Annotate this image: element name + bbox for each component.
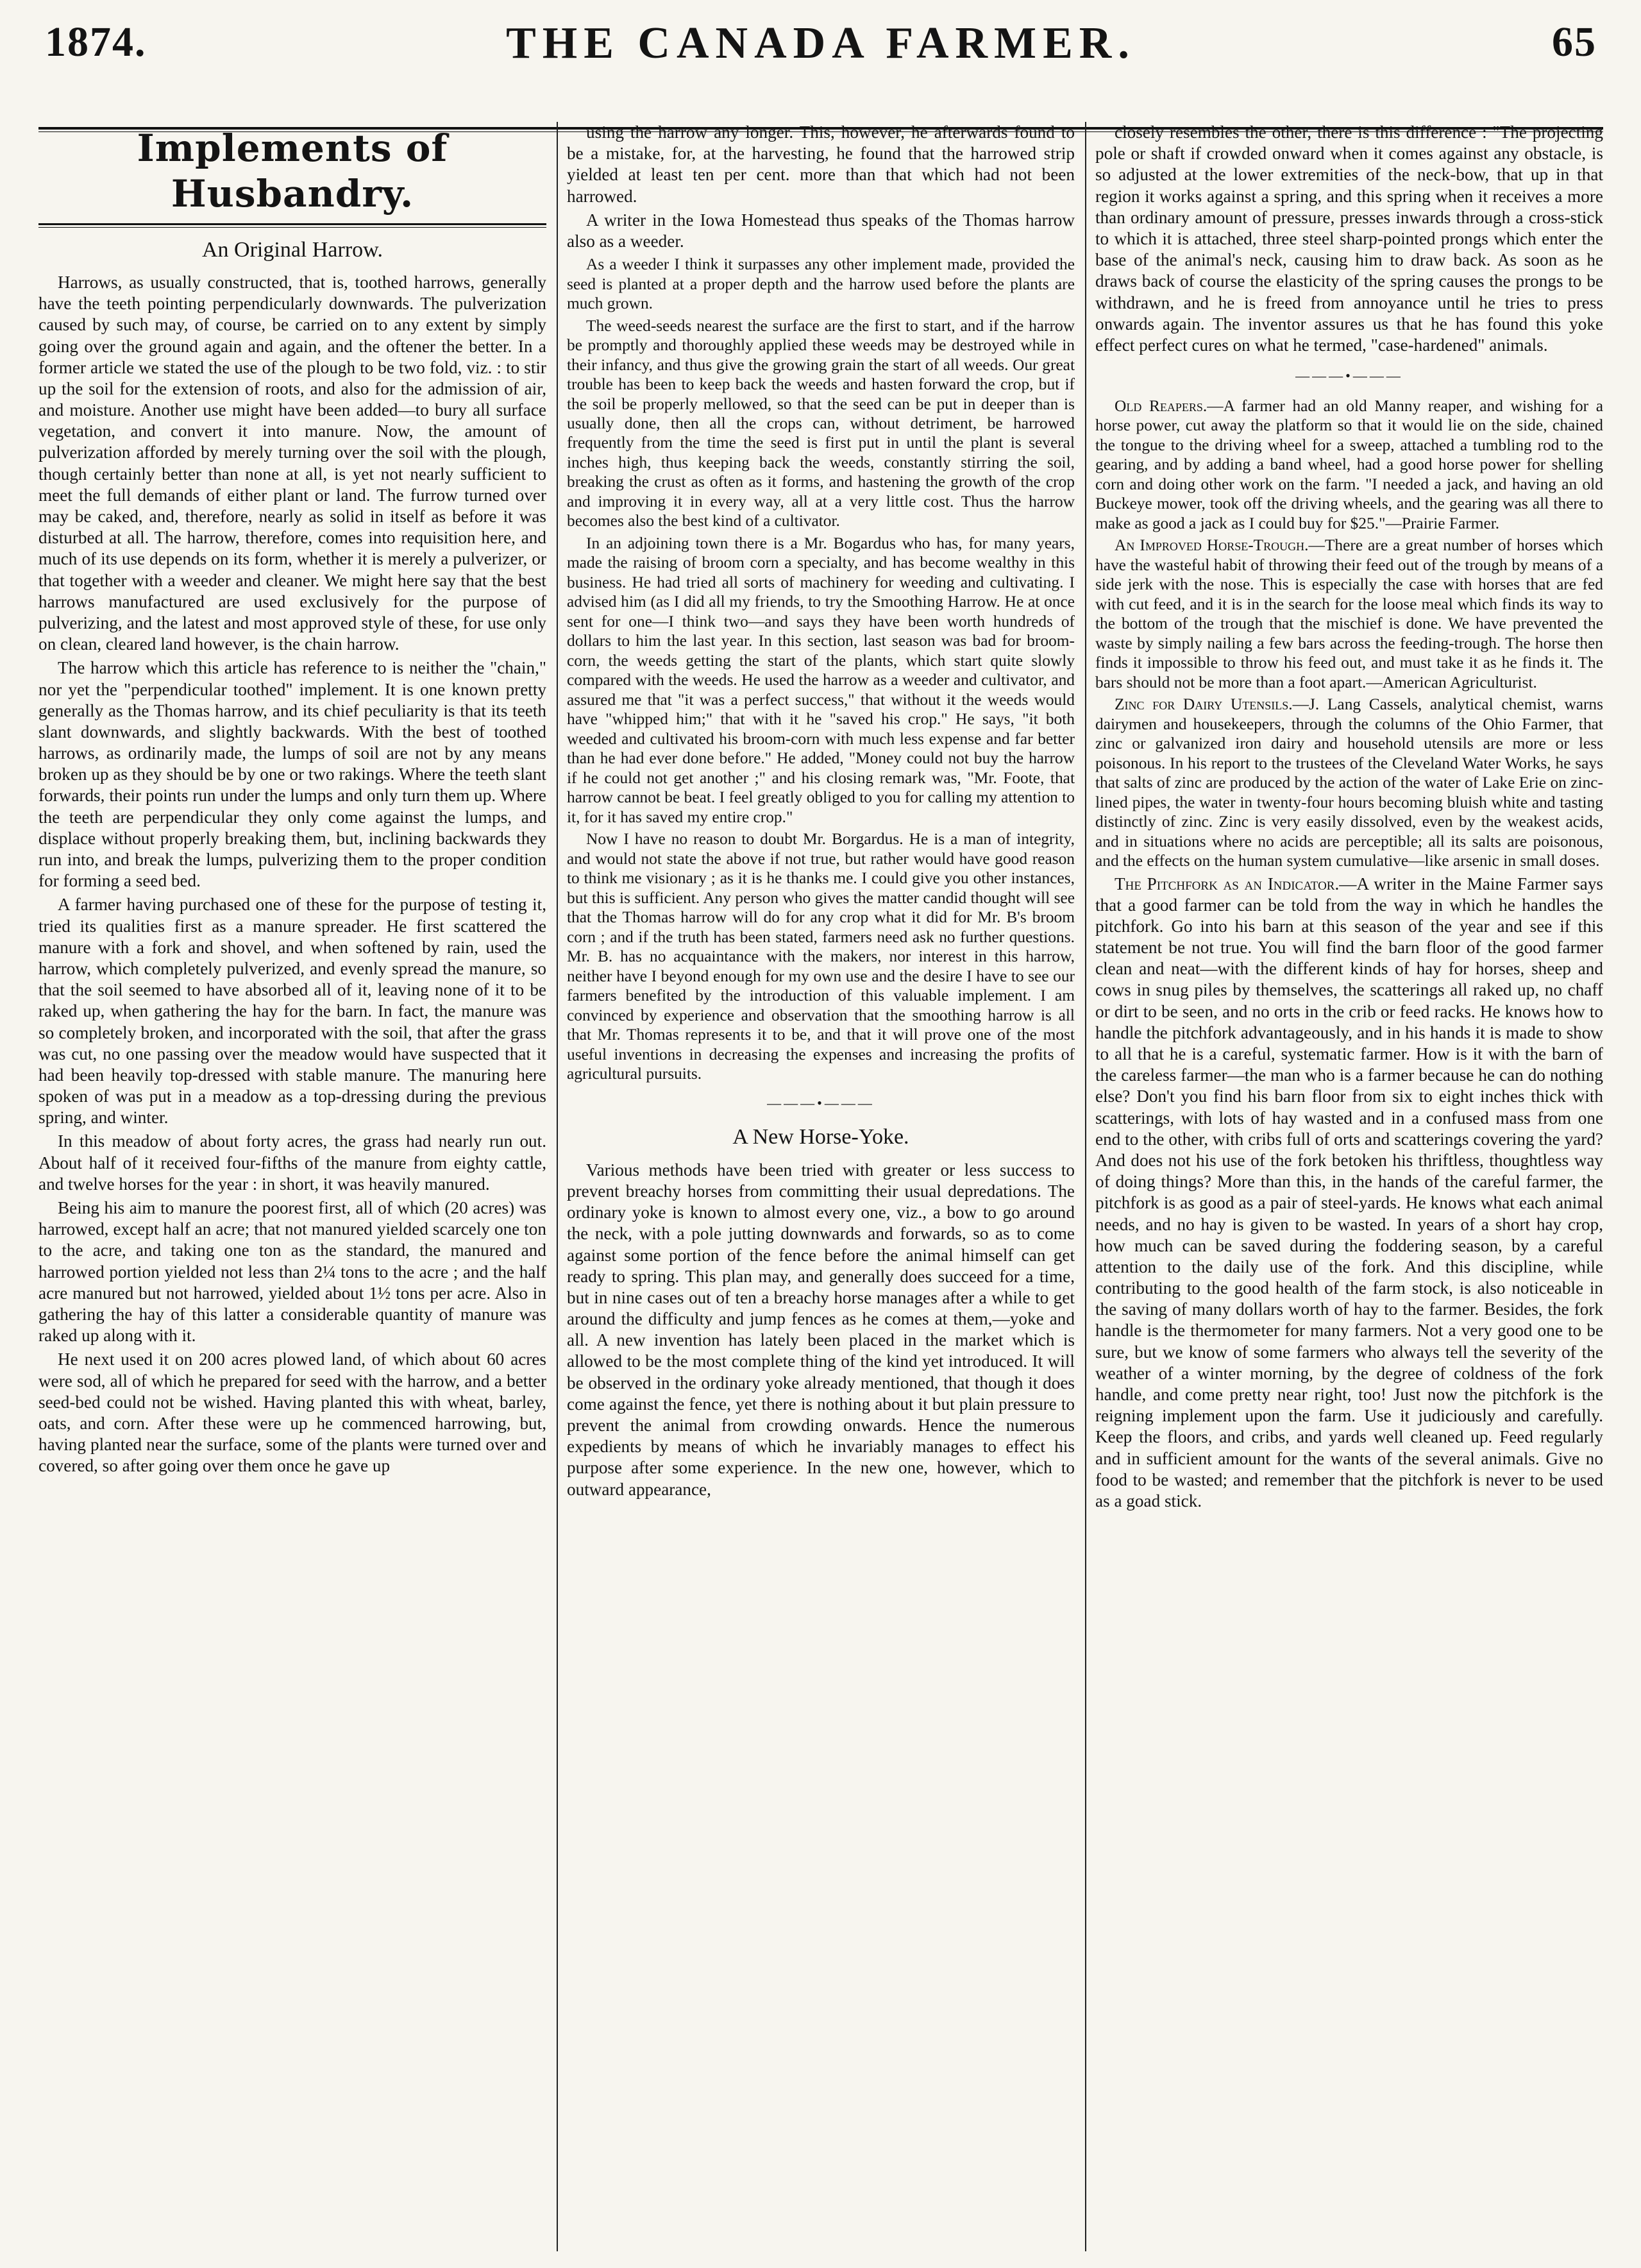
paragraph: The harrow which this article has reference to is neither the "chain," nor yet the "perpendicular toothed" implement. It is one known pretty generally as the Thomas harrow, and its chief peculiarity is that its teeth slant downwards, and slightly backwards. With the best of toothed harrows, as ordinarily made, the lumps of soil are not by any means broken up as they should be by one or two rakings. Where the teeth slant forwards, their points run under the lumps and only turn them up. Where the teeth are perpendicular they only come against the lumps, and displace without properly breaking them, but, inclining backwards they run into, and break the lumps, pulverizing them to the proper condition for forming a seed bed. [38, 658, 546, 891]
paragraph: Harrows, as usually constructed, that is, toothed harrows, generally have the teeth pointing perpendicularly downwards. The pulverization caused by such may, of course, be carried on to any extent by simply going over the ground again and again, and the oftener the better. In a former article we stated the use of the plough to be two fold, viz. : to stir up the soil for the extension of roots, and also for the admission of air, and moisture. Another use might have been added—to bury all surface vegetation, and convert it into manure. Now, the amount of pulverization afforded by merely turning over the soil with the plough, though certainly better than none at all, is yet not nearly sufficient to meet the full demands of either plant or land. The furrow turned over may be caked, and, therefore, nearly as solid in itself as before it was disturbed at all. The harrow, therefore, comes into requisition here, and much of its use depends on its form, whether it is merely a pulverizer, or that together with a weeder and cleaner. We might here say that the best harrows manufactured are used exclusively for the purpose of pulverizing, and the latest and most approved style of these, for use only on clean, cleared land however, is the chain harrow. [38, 272, 546, 654]
paragraph: A writer in the Iowa Homestead thus speaks of the Thomas harrow also as a weeder. [567, 210, 1075, 251]
column-3 [1095, 122, 1603, 2251]
item-lead: The Pitchfork as an Indicator. [1115, 874, 1340, 893]
column-divider [1085, 122, 1086, 2251]
column-divider [557, 122, 558, 2251]
news-item [1095, 874, 1603, 1512]
newspaper-title: THE CANADA FARMER. [506, 19, 1136, 68]
paragraph: A farmer having purchased one of these for the purpose of testing it, tried its qualities first as a manure spreader. He first scattered the manure with a fork and shovel, and when softened by rain, used the harrow, which completely pulverized, and evenly spread the manure, so that the soil seemed to have absorbed all of it, leaving none of it to be raked up, when gathering the hay for the barn. In fact, the manure was so completely broken, and incorporated with the soil, that after the grass was cut, no one passing over the meadow would have suspected that it had been heavily top-dressed with stable manure. The manuring here spoken of was put in a meadow as a top-dressing during the previous spring, and winter. [38, 895, 546, 1128]
item-lead: Zinc for Dairy Utensils. [1115, 695, 1293, 714]
item-text: —There are a great number of horses which have the wasteful habit of throwing their feed out of the trough by means of a side jerk with the nose. This is especially the case with horses that are fed with cut feed, and it is in the search for the loose meal which finds its way to the bottom of the trough that the mischief is done. We have prevented the waste by simply nailing a few bars across the feeding-trough. The horse then finds it impossible to throw his feed out, and must take it as he finds it. The bars should not be more than a foot apart.—American Agriculturist. [1095, 536, 1603, 691]
news-item [1095, 396, 1603, 533]
columns [38, 122, 1603, 2251]
news-item [1095, 536, 1603, 692]
section-separator: ———•——— [767, 1095, 875, 1112]
news-item [1095, 695, 1603, 870]
item-lead: Old Reapers. [1115, 396, 1208, 415]
department-heading: Implements of Husbandry. [137, 126, 448, 216]
paragraph: Being his aim to manure the poorest first, all of which (20 acres) was harrowed, except half an acre; that not manured yielded scarcely one ton to the acre, and taking one ton as the standard, the manured and harrowed portion yielded not less than 2¼ tons to the acre ; and the half acre manured but not harrowed, yielded about 1½ tons per acre. Also in gathering the hay of this latter a considerable quantity of manure was raked up along with it. [38, 1198, 546, 1346]
page-number: 65 [1552, 19, 1597, 65]
quoted-paragraph: In an adjoining town there is a Mr. Bogardus who has, for many years, made the raising of broom corn a specialty, and has become wealthy in this business. He had tried all sorts of machinery for weeding and cultivating. I advised him (as I did all my friends, to try the Smoothing Harrow. He at once sent for one—I think two—and says they have been worth hundreds of dollars to him the last year. In this section, last season was bad for broom-corn, the weeds getting the start of the plants, which start quite slowly compared with the weeds. He used the harrow as a weeder and cultivator, and assured me that "it was a perfect success," that without it the weeds would have "whipped him;" that with it he "saved his crop." He says, "it both weeded and cultivated his broom-corn with much less expense and far better than he had ever done before." He added, "Money could not buy the harrow if he could not get another ;" and his closing remark was, "Mr. Foote, that harrow cannot be beat. I feel greatly obliged to you for calling my attention to it, for it has saved my entire crop." [567, 534, 1075, 826]
item-text: —A writer in the Maine Farmer says that a good farmer can be told from the way in which he handles the pitchfork. Go into his barn at this season of the year and see if this statement be not true. You will find the barn floor of the good farmer clean and neat—with the different kinds of hay for horses, sheep and cows in snug piles by themselves, the scatterings all raked up, no chaff or dirt to be seen, and no orts in the crib or feed racks. He knows how to handle the pitchfork advantageously, and in his hands it is made to show to all that he is a careful, systematic farmer. How is it with the barn of the careless farmer—the man who is a farmer because he can do nothing else? Don't you find his barn floor from six to eight inches thick with scatterings, with lots of hay wasted and in a confused mass from one end to the other, with cribs full of orts and scatterings covering the yard? And does not his use of the fork betoken his thriftless, thoughtless way of doing things? More than this, in the hands of the careful farmer, the pitchfork is as good as a pair of steel-yards. He knows what each animal needs, and no hay is given to be wasted. In years of a short hay crop, how much can be saved during the foddering season, by a careful attention to the daily use of the fork. And this discipline, while contributing to the good health of the farm stock, is also noticeable in the saving of many dollars worth of hay to the farmer. Besides, the fork handle is the thermometer for many farmers. Not a very good one to be sure, but we know of some farmers who always tell the severity of the weather of a winter morning, by the degree of coldness of the fork handle, and come pretty near right, too! Just now the pitchfork is the reigning implement upon the farm. Use it judiciously and carefully. Keep the floors, and cribs, and yards well cleaned up. Feed regularly and in sufficient amount for the wants of the several animals. Give no food to be wasted; and remember that the pitchfork is never to be used as a goad stick. [1095, 874, 1603, 1511]
department-rule [38, 223, 546, 228]
quoted-paragraph: As a weeder I think it surpasses any other implement made, provided the seed is planted at a proper depth and the harrow used before the plants are much grown. [567, 255, 1075, 313]
newspaper-page [38, 0, 1603, 2268]
paragraph: In this meadow of about forty acres, the grass had nearly run out. About half of it received four-fifths of the manure from eighty cattle, and twelve horses for the year : in short, it was heavily manured. [38, 1131, 546, 1194]
quoted-paragraph: Now I have no reason to doubt Mr. Borgardus. He is a man of integrity, and would not state the above if not true, but rather would have good reason to think me visionary ; as it is he thanks me. I could give you other instances, but this is sufficient. Any person who gives the matter candid thought will see that the Thomas harrow will do for any crop what it did for Mr. B's broom corn ; and if the truth has been stated, farmers need ask no further questions. Mr. B. has no acquaintance with the makers, nor interest in this harrow, neither have I beyond enough for my own use and the desire I have to see our farmers benefited by the introduction of this valuable implement. I am convinced by experience and observation that the smoothing harrow is all that Mr. Thomas represents it to be, and that it will prove one of the most useful inventions in decreasing the expenses and increasing the profits of agricultural pursuits. [567, 830, 1075, 1083]
paragraph: closely resembles the other, there is this difference : "The projecting pole or shaft if crowded onward when it comes against any obstacle, is so adjusted at the lower extremities of the neck-bow, that up in that region it works against a spring, and this spring when it receives a more than ordinary amount of pressure, presses inwards through a cross-stick to which it is attached, three steel sharp-pointed prongs which enter the base of the animal's neck, causing him to draw back. As soon as he draws back of course the elasticity of the spring causes the prongs to be withdrawn, and he is freed from annoyance until he tries to press onwards again. The inventor assures us that he has found this yoke effect perfect cures on what he termed, "case-hardened" animals. [1095, 123, 1603, 355]
column-1 [38, 122, 546, 2251]
article-title: A New Horse-Yoke. [732, 1125, 909, 1149]
item-text: —J. Lang Cassels, analytical chemist, warns dairymen and housekeepers, through the columns of the Ohio Farmer, that zinc or galvanized iron dairy and household utensils are more or less poisonous. In his report to the trustees of the Cleveland Water Works, he says that salts of zinc are produced by the action of the water of Lake Erie on zinc-lined pipes, the water in twenty-four hours becoming bluish white and tasting distinctly of zinc. Zinc is very easily dissolved, even by the weakest acids, and in situations where no acids are perceptible; all its salts are poisonous, and the effects on the human system cumulative—like arsenic in small doses. [1095, 695, 1603, 870]
paragraph: He next used it on 200 acres plowed land, of which about 60 acres were sod, all of which he prepared for seed with the harrow, and a better seed-bed could not be wished. Having planted this with wheat, barley, oats, and corn. After these were up he commenced harrowing, but, having planted near the surface, some of the plants were turned over and covered, so after going over them once he gave up [38, 1350, 546, 1476]
item-lead: An Improved Horse-Trough. [1115, 536, 1309, 555]
paragraph: Various methods have been tried with greater or less success to prevent breachy horses from committing their usual depredations. The ordinary yoke is known to almost every one, viz., a bow to go around the neck, with a pole jutting downwards and forwards, so as to come against some portion of the fence before the animal himself can get ready to spring. This plan may, and generally does succeed for a time, but in nine cases out of ten a breachy horse manages after a while to get around the difficulty and jump fences as he comes at them,—yoke and all. A new invention has lately been placed in the market which is allowed to be the most complete thing of the kind yet introduced. It will be observed in the ordinary yoke already mentioned, that though it does come against the fence, yet there is nothing about it but plain pressure to prevent the animal from crowding onwards. Hence the numerous expedients by means of which he invariably manages to effect his purpose after some experience. In the new one, however, which to outward appearance, [567, 1160, 1075, 1499]
article-title: An Original Harrow. [202, 237, 383, 262]
section-separator: ———•——— [1295, 368, 1403, 384]
quoted-paragraph: The weed-seeds nearest the surface are the first to start, and if the harrow be promptly and thoroughly applied these weeds may be destroyed while in their infancy, and thus give the growing grain the start of all weeds. Our great trouble has been to keep back the weeds and hasten forward the crop, but if the soil be properly mellowed, so that the seed can be put in deeper than is usually done, then all the crops can, without detriment, be harrowed frequently from the time the seed is first put in until the plant is several inches high, thus keeping back the weeds, constantly stirring the soil, breaking the crust as often as it forms, and hastening the growth of the crop and improving it in every way, all at a very little cost. Thus the harrow becomes also the best kind of a cultivator. [567, 316, 1075, 530]
item-text: —A farmer had an old Manny reaper, and wishing for a horse power, cut away the platform so that it would lie on the side, chained the tongue to the driving wheel for a sweep, attached a tumbling rod to the gearing, and by adding a band wheel, had a good horse power for shelling corn and doing other work on the farm. "I needed a jack, and having an old Buckeye mower, took off the driving wheels, and the gearing was all there to make as good a jack as I could buy for $25."—Prairie Farmer. [1095, 396, 1603, 532]
issue-year: 1874. [45, 19, 147, 65]
paragraph: using the harrow any longer. This, however, he afterwards found to be a mistake, for, at the harvesting, he found that the harrowed strip yielded at least ten per cent. more than that which had not been harrowed. [567, 123, 1075, 206]
column-2 [567, 122, 1075, 2251]
masthead [38, 18, 1603, 114]
